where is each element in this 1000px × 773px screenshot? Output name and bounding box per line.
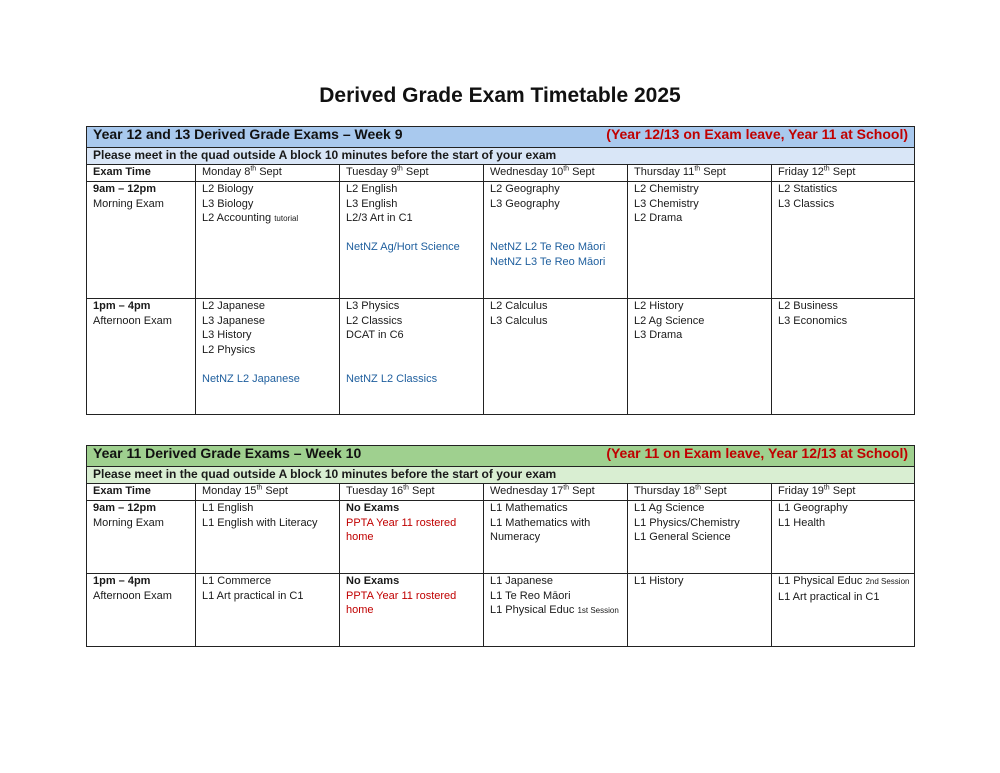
day-header: Thursday 18th Sept	[628, 484, 772, 501]
exam-cell: L1 Ag Science L1 Physics/Chemistry L1 General Science	[628, 501, 772, 574]
table-header	[87, 127, 915, 148]
morning-row	[87, 182, 915, 299]
day-header: Monday 15th Sept	[196, 484, 340, 501]
leave-note: (Year 11 on Exam leave, Year 12/13 at School)	[606, 445, 909, 461]
page-title: Derived Grade Exam Timetable 2025	[319, 84, 681, 107]
exam-cell: L1 Japanese L1 Te Reo Māori L1 Physical Educ 1st Session	[484, 574, 628, 647]
day-header: Wednesday 10th Sept	[484, 165, 628, 182]
meeting-instructions-row	[87, 467, 915, 484]
leave-note: (Year 12/13 on Exam leave, Year 11 at School)	[606, 126, 908, 142]
afternoon-row	[87, 574, 915, 647]
exam-time-header: Exam Time	[87, 165, 196, 182]
afternoon-row	[87, 299, 915, 415]
time-slot-cell: 1pm – 4pm Afternoon Exam	[87, 299, 196, 415]
exam-cell: L2 Japanese L3 Japanese L3 History L2 Physics NetNZ L2 Japanese	[196, 299, 340, 415]
day-header: Thursday 11th Sept	[628, 165, 772, 182]
day-header: Wednesday 17th Sept	[484, 484, 628, 501]
exam-cell: L2 Business L3 Economics	[772, 299, 915, 415]
exam-cell: L2 English L3 English L2/3 Art in C1 NetNZ Ag/Hort Science	[340, 182, 484, 299]
meeting-instructions: Please meet in the quad outside A block 10 minutes before the start of your exam	[87, 467, 915, 484]
table-heading: Year 11 Derived Grade Exams – Week 10	[93, 445, 362, 461]
exam-cell: L1 Mathematics L1 Mathematics with Numeracy	[484, 501, 628, 574]
week10-timetable	[86, 445, 915, 647]
day-header: Friday 19th Sept	[772, 484, 915, 501]
exam-cell: L1 Physical Educ 2nd Session L1 Art practical in C1	[772, 574, 915, 647]
day-header-row	[87, 484, 915, 501]
exam-cell: L1 Geography L1 Health	[772, 501, 915, 574]
exam-cell: L2 History L2 Ag Science L3 Drama	[628, 299, 772, 415]
week9-timetable	[86, 126, 915, 415]
exam-cell: No Exams PPTA Year 11 rostered home	[340, 574, 484, 647]
exam-cell: L3 Physics L2 Classics DCAT in C6 NetNZ L2 Classics	[340, 299, 484, 415]
exam-cell: L2 Statistics L3 Classics	[772, 182, 915, 299]
table-header	[87, 446, 915, 467]
exam-cell: L2 Chemistry L3 Chemistry L2 Drama	[628, 182, 772, 299]
time-slot-cell: 9am – 12pm Morning Exam	[87, 501, 196, 574]
meeting-instructions-row	[87, 148, 915, 165]
day-header: Tuesday 16th Sept	[340, 484, 484, 501]
morning-row	[87, 501, 915, 574]
time-slot-cell: 1pm – 4pm Afternoon Exam	[87, 574, 196, 647]
exam-time-header: Exam Time	[87, 484, 196, 501]
exam-cell: L2 Biology L3 Biology L2 Accounting tutorial	[196, 182, 340, 299]
meeting-instructions: Please meet in the quad outside A block 10 minutes before the start of your exam	[87, 148, 915, 165]
time-slot-cell: 9am – 12pm Morning Exam	[87, 182, 196, 299]
exam-cell: L2 Geography L3 Geography NetNZ L2 Te Reo Māori NetNZ L3 Te Reo Māori	[484, 182, 628, 299]
day-header: Monday 8th Sept	[196, 165, 340, 182]
exam-cell: L2 Calculus L3 Calculus	[484, 299, 628, 415]
exam-cell: L1 Commerce L1 Art practical in C1	[196, 574, 340, 647]
table-heading: Year 12 and 13 Derived Grade Exams – Week 9	[93, 126, 403, 142]
day-header: Tuesday 9th Sept	[340, 165, 484, 182]
day-header: Friday 12th Sept	[772, 165, 915, 182]
exam-cell: L1 English L1 English with Literacy	[196, 501, 340, 574]
exam-cell: L1 History	[628, 574, 772, 647]
day-header-row	[87, 165, 915, 182]
exam-cell: No Exams PPTA Year 11 rostered home	[340, 501, 484, 574]
